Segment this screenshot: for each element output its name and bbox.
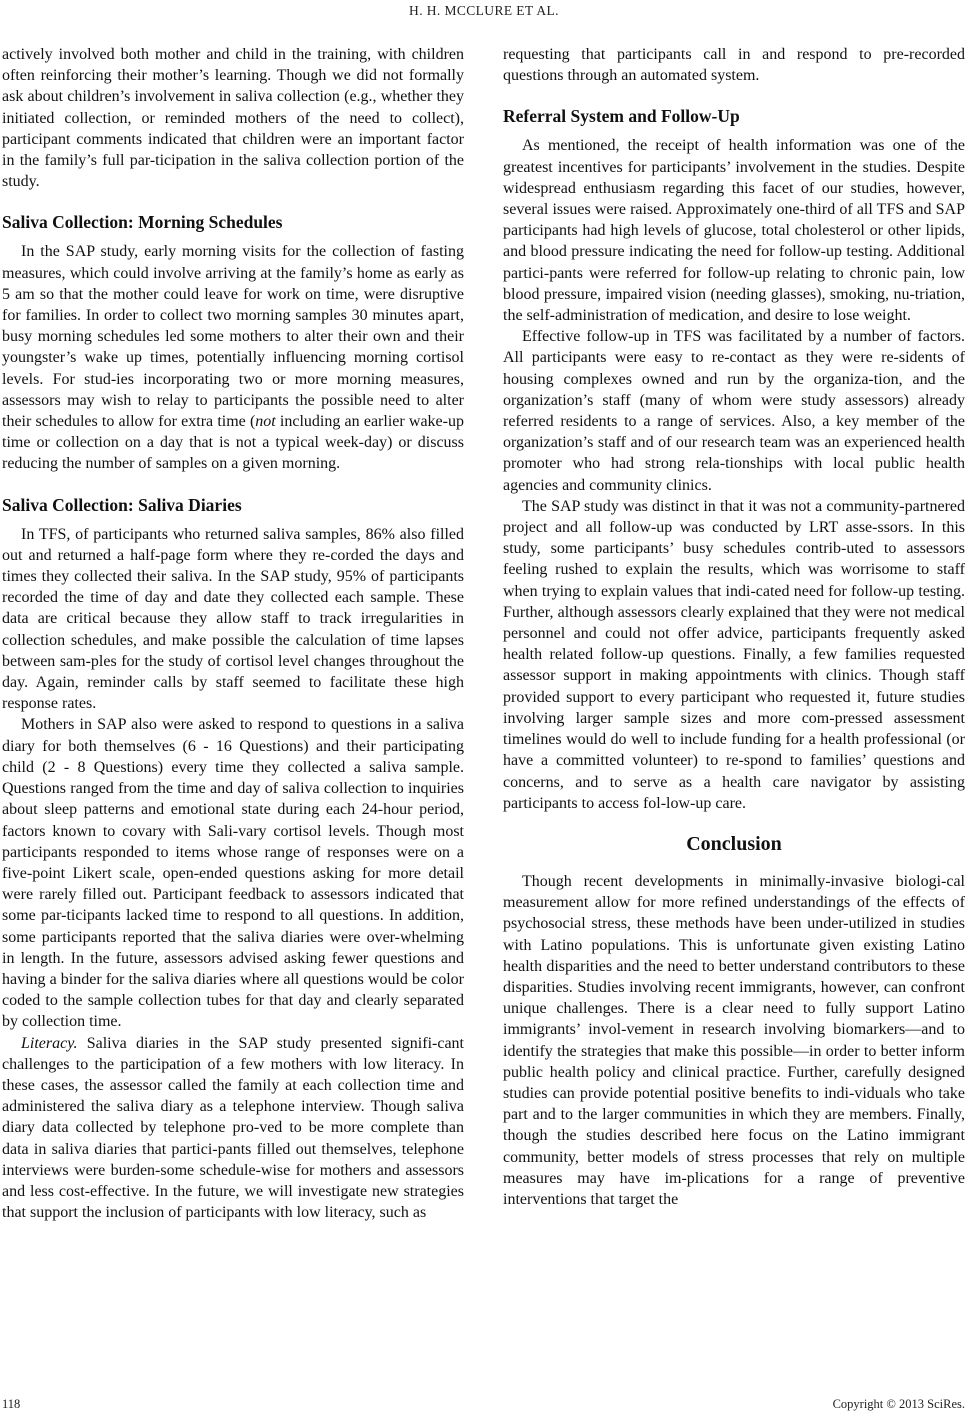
text-segment: including an earlier wake-up time or collection on a day that is not a typical week-day) or discuss reducing the number of samples on a given morning.	[2, 413, 464, 473]
left-column	[2, 44, 464, 1223]
heading-conclusion: Conclusion	[686, 832, 782, 855]
heading-saliva-diaries: Saliva Collection: Saliva Diaries	[2, 494, 242, 515]
emphasis-not: not	[255, 413, 276, 431]
heading-morning-schedules: Saliva Collection: Morning Schedules	[2, 212, 283, 233]
paragraph-referral-incentives: As mentioned, the receipt of health information was one of the greatest incentives for participants’ involvement in the studies. Despite widespread enthusiasm regarding this facet of our studies, however, several issues were raised. Approximately one-third of all TFS and SAP participants had high levels of glucose, total cholesterol or other lipids, and blood pressure indicating the need for follow-up testing. Additional partici-pants were referred for follow-up relating to chronic pain, low blood pressure, impaired vision (needing glasses), smoking, nu-triation, the self-administration of medication, and desire to lose weight.	[503, 137, 965, 325]
paragraph-intro-continued: actively involved both mother and child in the training, with children often reinforcing their mother’s learning. Though we did not formally ask about children’s involvement in saliva collection (e.g., whether they initiated collection, or reminded mothers of the need to collect), participant comments indicated that children were an important factor in the family’s full par-ticipation in the saliva collection portion of the study.	[2, 46, 464, 191]
heading-referral-system: Referral System and Follow-Up	[503, 106, 740, 127]
paragraph-literacy-continued: requesting that participants call in and respond to pre-recorded questions through an automated system.	[503, 46, 965, 85]
running-head: H. H. MCCLURE ET AL.	[409, 3, 559, 18]
paragraph-morning-schedules	[2, 241, 464, 474]
paragraph-literacy	[2, 1033, 464, 1224]
right-column	[503, 44, 965, 1210]
paragraph-diaries-response-rates: In TFS, of participants who returned saliva samples, 86% also filled out and returned a half-page form where they re-corded the days and times they collected their saliva. In the SAP study, 95% of participants recorded the time of day and date they collected each sample. These data are critical because they allow staff to track irregularities in collection schedules, and make possible the calculation of time lapses between sam-ples for the study of cortisol level changes throughout the day. Again, reminder calls by staff seemed to facilitate these high response rates.	[2, 525, 464, 713]
paragraph-referral-tfs: Effective follow-up in TFS was facilitated by a number of factors. All participants were easy to re-contact as they were re-sidents of housing complexes owned and run by the organiza-tion, and the organization’s staff (many of whom were study assessors) already referred residents to a range of services. Also, a key member of the organization’s staff and of our research team was an experienced health promoter who had strong rela-tionships with local public health agencies and community clinics.	[503, 328, 965, 494]
page-number: 118	[2, 1397, 21, 1411]
paragraph-referral-sap: The SAP study was distinct in that it was not a community-partnered project and all follow-up was conducted by LRT asse-ssors. In this study, some participants’ busy schedules contrib-uted to assessors feeling rushed to explain the results, which was worrisome to staff when trying to explain values that indi-cated need for follow-up testing. Further, although assessors clearly explained that they were not medical personnel and could not offer advice, participants frequently asked health related follow-up questions. Finally, a few families requested assessor support in making appointments with clinics. Though staff provided support to every participant who requested it, future studies involving larger sample sizes and more com-pressed assessment timelines would do well to include funding for a health professional (or have a committed volunteer) to re-spond to families’ questions and concerns, and to serve as a health care navigator by assisting participants to access fol-low-up care.	[503, 497, 965, 812]
copyright-notice: Copyright © 2013 SciRes.	[832, 1397, 965, 1411]
paragraph-conclusion: Though recent developments in minimally-invasive biologi-cal measurement allow for more refined understandings of the effects of psychosocial stress, these methods have been under-utilized in studies with Latino populations. This is unfortunate given existing Latino health disparities and the need to better understand contributors to these disparities. Studies involving recent immigrants, however, can confront unique challenges. There is a clear need to fully support Latino immigrants’ invol-vement in research involving biomarkers—and to identify the strategies that make this possible—in order to better inform public health policy and clinical practice. Further, carefully designed studies can provide potential positive benefits to indi-viduals who take part and to the larger communities in which they are members. Finally, though the studies described here focus on the Latino immigrant community, better models of stress processes that rely on multiple measures may have im-plications for a range of preventive interventions that target the	[503, 872, 965, 1208]
subheading-literacy: Literacy.	[21, 1034, 78, 1052]
text-segment: In the SAP study, early morning visits for the collection of fasting measures, which could involve arriving at the family’s home as early as 5 am so that the mother could leave for work on time, were disruptive for families. In order to collect two morning samples 30 minutes apart, busy morning schedules led some mothers to alter their own and their youngster’s wake up times, potentially influencing morning cortisol levels. For stud-ies incorporating two or more morning measures, assessors may wish to relay to participants the possible need to alter their schedules to allow for extra time (	[2, 243, 464, 431]
text-segment: Saliva diaries in the SAP study presented signifi-cant challenges to the participation of a few mothers with low literacy. In these cases, the assessor called the family at each collection time and administered the saliva diary as a telephone interview. Though saliva diary data collected by telephone pro-ved to be more complete than data in saliva diaries that partici-pants filled out themselves, telephone interviews were burden-some schedule-wise for mothers and assessors and less cost-effective. In the future, we will investigate new strategies that support the inclusion of participants with low literacy, such as	[2, 1034, 464, 1222]
paragraph-diaries-questions: Mothers in SAP also were asked to respond to questions in a saliva diary for both themselves (6 - 16 Questions) and their participating child (2 - 8 Questions) every time they collected a saliva sample. Questions ranged from the time and day of saliva collection to inquiries about sleep patterns and emotional state during each 24-hour period, factors known to covary with Sali-vary cortisol levels. Though most participants responded to items whose range of responses were on a five-point Likert scale, open-ended questions asking for more detail were rarely filled out. Participant feedback to assessors indicated that some par-ticipants lacked time to respond to all questions. In addition, some participants reported that the saliva diaries were over-whelming in length. In the future, assessors advised asking fewer questions and having a binder for the saliva diaries where all questions would be color coded to the sample collection tubes for that day and clearly separated by collection time.	[2, 716, 464, 1031]
